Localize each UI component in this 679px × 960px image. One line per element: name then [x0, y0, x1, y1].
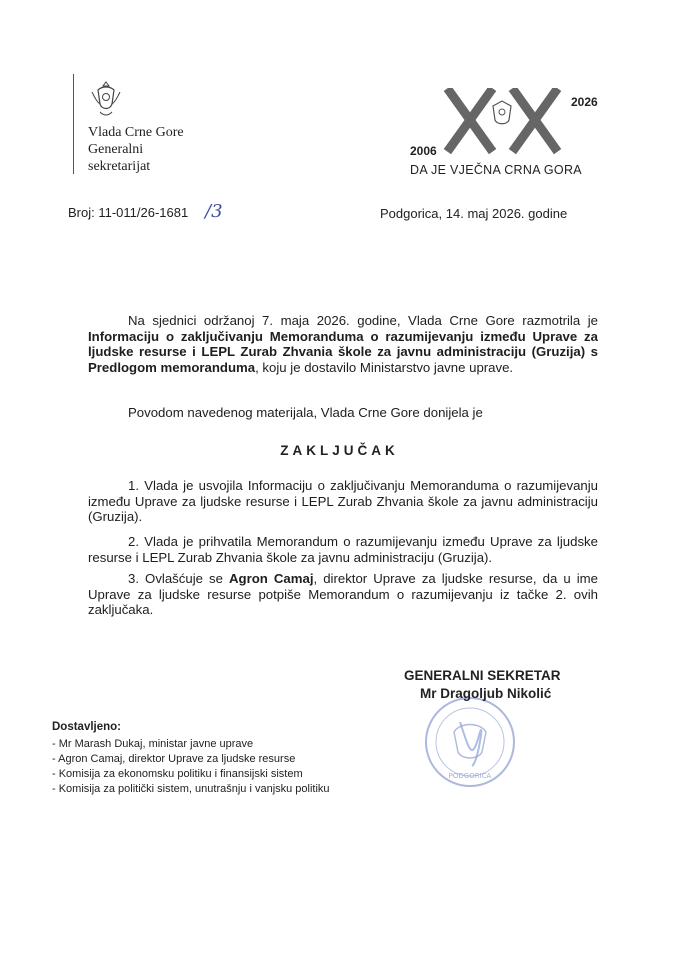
conclusion-item-2: 2. Vlada je prihvatila Memorandum o razumijevanju između Uprave za ljudske resurse i LEPL Zurab Zhvania škole za javnu administraciju (Gruzija).: [88, 534, 598, 565]
conclusion-item-1: 1. Vlada je usvojila Informaciju o zaključivanju Memoranduma o razumijevanju između Uprave za ljudske resurse i LEPL Zurab Zhvania škole za javnu administraciju (Gruzija).: [88, 478, 598, 524]
logo-year-end: 2026: [571, 95, 598, 109]
handwritten-number: /3: [205, 201, 223, 222]
place-date: Podgorica, 14. maj 2026. godine: [380, 206, 568, 221]
gov-department-cont: sekretarijat: [88, 159, 151, 174]
document-number: Broj: 11-011/26-1681: [68, 205, 189, 220]
signatory-name: Mr Dragoljub Nikolić: [420, 686, 552, 701]
coat-of-arms-icon: [88, 80, 124, 120]
stamp-text: PODGORICA: [448, 772, 492, 780]
logo-slogan: DA JE VJEČNA CRNA GORA: [410, 163, 582, 177]
conclusion-title: ZAKLJUČAK: [280, 443, 399, 458]
intro-paragraph: Na sjednici održanoj 7. maja 2026. godine, Vlada Crne Gore razmotrila je Informaciju o zaključivanju Memoranduma o razumijevanju između Uprave za ljudske resurse i LEPL Zurab Zhvania škole za javnu administraciju (Gruzija) s Predlogom memoranduma, koju je dostavilo Ministarstvo javne uprave.: [88, 313, 598, 375]
header-divider: [73, 74, 74, 174]
logo-year-start: 2006: [410, 144, 437, 158]
distribution-heading: Dostavljeno:: [52, 721, 122, 733]
conclusion-item-3: 3. Ovlašćuje se Agron Camaj, direktor Uprave za ljudske resurse, da u ime Uprave za ljudske resurse potpiše Memorandum o razumijevanju iz tačke 2. ovih zaključaka.: [88, 571, 598, 617]
distribution-item: - Komisija za ekonomsku politiku i finansijski sistem: [52, 768, 303, 780]
intro-paragraph-2: Povodom navedenog materijala, Vlada Crne Gore donijela je: [128, 405, 483, 420]
signatory-title: GENERALNI SEKRETAR: [404, 668, 561, 683]
gov-name: Vlada Crne Gore: [88, 125, 184, 140]
distribution-item: - Komisija za politički sistem, unutrašnju i vanjsku politiku: [52, 783, 330, 795]
distribution-item: - Agron Camaj, direktor Uprave za ljudske resurse: [52, 753, 296, 765]
official-stamp-icon: [420, 692, 520, 792]
distribution-item: - Mr Marash Dukaj, ministar javne uprave: [52, 738, 254, 750]
gov-department: Generalni: [88, 142, 144, 157]
